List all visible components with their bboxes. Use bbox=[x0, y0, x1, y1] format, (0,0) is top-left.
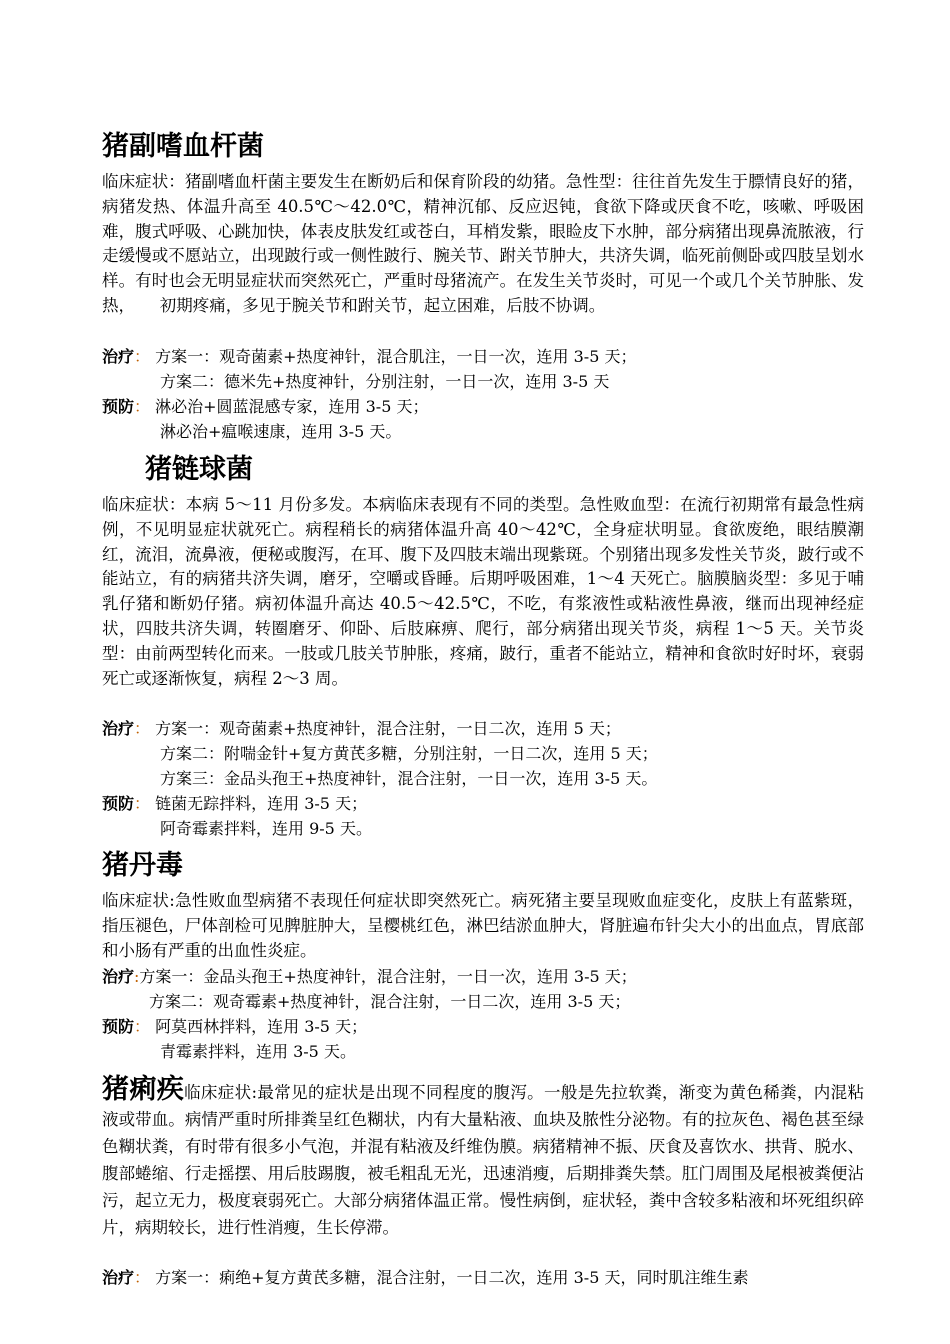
prevention-row bbox=[102, 395, 428, 419]
treatment-plan: 方案二：附喘金针+复方黄芪多糖，分别注射，一日二次，连用 5 天； bbox=[160, 744, 658, 763]
section-dysentery bbox=[102, 1076, 864, 1241]
treatment-label: 治疗 bbox=[102, 967, 135, 986]
treatment-plan: 方案二：德米先+热度神针，分别注射，一日一次，连用 3-5 天 bbox=[160, 372, 610, 391]
section-title-haemophilus: 猪副嗜血杆菌 bbox=[102, 131, 264, 162]
treatment-plan: 方案三：金品头孢王+热度神针，混合注射，一日一次，连用 3-5 天。 bbox=[160, 769, 658, 788]
treatment-plan: 方案一：观奇菌素+热度神针，混合肌注，一日一次，连用 3-5 天； bbox=[155, 347, 637, 366]
treatment-row bbox=[160, 370, 609, 394]
treatment-plan: 方案一：痢绝+复方黄芪多糖，混合注射，一日二次，连用 3-5 天，同时肌注维生素 bbox=[155, 1268, 749, 1287]
prevention-row bbox=[160, 420, 401, 444]
prevention-row bbox=[102, 792, 367, 816]
section-title-streptococcus: 猪链球菌 bbox=[145, 454, 253, 485]
section-title-erysipelas: 猪丹毒 bbox=[102, 850, 183, 881]
treatment-row bbox=[160, 767, 657, 791]
prevention-row bbox=[160, 1040, 356, 1064]
treatment-label: 治疗 bbox=[102, 347, 135, 366]
section-body-streptococcus: 临床症状：本病 5～11 月份多发。本病临床表现有不同的类型。急性败血型：在流行初期常有最急性病例，不见明显症状就死亡。病程稍长的病猪体温升高 40～42℃，全身症状明显。食欲废绝，眼结膜潮红，流泪，流鼻液，便秘或腹泻，在耳、腹下及四肢末端出现紫斑。个别猪出现多发性关节炎，跛行或不能站立，有的病猪共济失调，磨牙，空嚼或昏睡。后期呼吸困难，1～4 天死亡。脑膜脑炎型：多见于哺乳仔猪和断奶仔猪。病初体温升高达 40.5～42.5℃，不吃，有浆液性或粘液性鼻液，继而出现神经症状，四肢共济失调，转圈磨牙、仰卧、后肢麻痹、爬行，部分病猪出现关节炎，病程 1～5 天。关节炎型：由前两型转化而来。一肢或几肢关节肿胀，疼痛，跛行，重者不能站立，精神和食欲时好时坏，衰弱死亡或逐渐恢复，病程 2～3 周。 bbox=[102, 495, 864, 688]
treatment-plan: 方案一：金品头孢王+热度神针，混合注射，一日一次，连用 3-5 天； bbox=[139, 967, 637, 986]
label-colon: ： bbox=[134, 794, 151, 813]
prevention-label: 预防 bbox=[102, 1017, 135, 1036]
label-colon: ： bbox=[134, 397, 151, 416]
label-colon: ： bbox=[134, 347, 151, 366]
treatment-plan: 方案二：观奇霉素+热度神针，混合注射，一日二次，连用 3-5 天； bbox=[149, 992, 631, 1011]
treatment-row bbox=[149, 990, 630, 1014]
label-colon: ： bbox=[134, 1268, 151, 1287]
treatment-row bbox=[102, 345, 636, 369]
prevention-plan: 阿奇霉素拌料，连用 9-5 天。 bbox=[160, 819, 372, 838]
treatment-row bbox=[102, 717, 621, 741]
label-colon: ： bbox=[134, 719, 151, 738]
prevention-row bbox=[102, 1015, 367, 1039]
treatment-row bbox=[102, 965, 637, 989]
prevention-row bbox=[160, 817, 372, 841]
label-colon: ： bbox=[134, 1017, 151, 1036]
treatment-plan: 方案一：观奇菌素+热度神针，混合注射，一日二次，连用 5 天； bbox=[155, 719, 621, 738]
prevention-plan: 链菌无踪拌料，连用 3-5 天； bbox=[155, 794, 368, 813]
treatment-label: 治疗 bbox=[102, 1268, 135, 1287]
label-colon: : bbox=[134, 967, 140, 986]
treatment-row bbox=[160, 742, 658, 766]
prevention-plan: 阿莫西林拌料，连用 3-5 天； bbox=[155, 1017, 368, 1036]
section-body-erysipelas: 临床症状:急性败血型病猪不表现任何症状即突然死亡。病死猪主要呈现败血症变化，皮肤上有蓝紫斑，指压褪色，尸体剖检可见脾脏肿大，呈樱桃红色，淋巴结淤血肿大，肾脏遍布针尖大小的出血点，胃底部和小肠有严重的出血性炎症。 bbox=[102, 891, 864, 960]
prevention-plan: 淋必治+圆蓝混感专家，连用 3-5 天； bbox=[155, 397, 429, 416]
section-title-dysentery: 猪痢疾 bbox=[102, 1074, 185, 1105]
prevention-plan: 青霉素拌料，连用 3-5 天。 bbox=[160, 1042, 356, 1061]
prevention-label: 预防 bbox=[102, 794, 135, 813]
treatment-label: 治疗 bbox=[102, 719, 135, 738]
section-body-haemophilus: 临床症状：猪副嗜血杆菌主要发生在断奶后和保育阶段的幼猪。急性型：往往首先发生于膘情良好的猪，病猪发热、体温升高至 40.5℃～42.0℃，精神沉郁、反应迟钝，食欲下降或厌食不吃，咳嗽、呼吸困难，腹式呼吸、心跳加快，体表皮肤发红或苍白，耳梢发紫，眼睑皮下水肿，部分病猪出现鼻流脓液，行走缓慢或不愿站立，出现跛行或一侧性跛行、腕关节、跗关节肿大，共济失调，临死前侧卧或四肢呈划水样。有时也会无明显症状而突然死亡，严重时母猪流产。在发生关节炎时，可见一个或几个关节肿胀、发热， 初期疼痛，多见于腕关节和跗关节，起立困难，后肢不协调。 bbox=[102, 172, 864, 315]
prevention-plan: 淋必治+瘟喉速康，连用 3-5 天。 bbox=[160, 422, 402, 441]
prevention-label: 预防 bbox=[102, 397, 135, 416]
section-body-dysentery: 临床症状:最常见的症状是出现不同程度的腹泻。一般是先拉软粪，渐变为黄色稀粪，内混粘液或带血。病情严重时所排粪呈红色糊状，内有大量粘液、血块及脓性分泌物。有的拉灰色、褐色甚至绿色糊状粪，有时带有很多小气泡，并混有粘液及纤维伪膜。病猪精神不振、厌食及喜饮水、拱背、脱水、腹部蜷缩、行走摇摆、用后肢踢腹，被毛粗乱无光，迅速消瘦，后期排粪失禁。肛门周围及尾根被粪便沾污，起立无力，极度衰弱死亡。大部分病猪体温正常。慢性病倒，症状轻，粪中含较多粘液和坏死组织碎片，病期较长，进行性消瘦，生长停滞。 bbox=[102, 1083, 864, 1237]
treatment-row bbox=[102, 1266, 748, 1290]
